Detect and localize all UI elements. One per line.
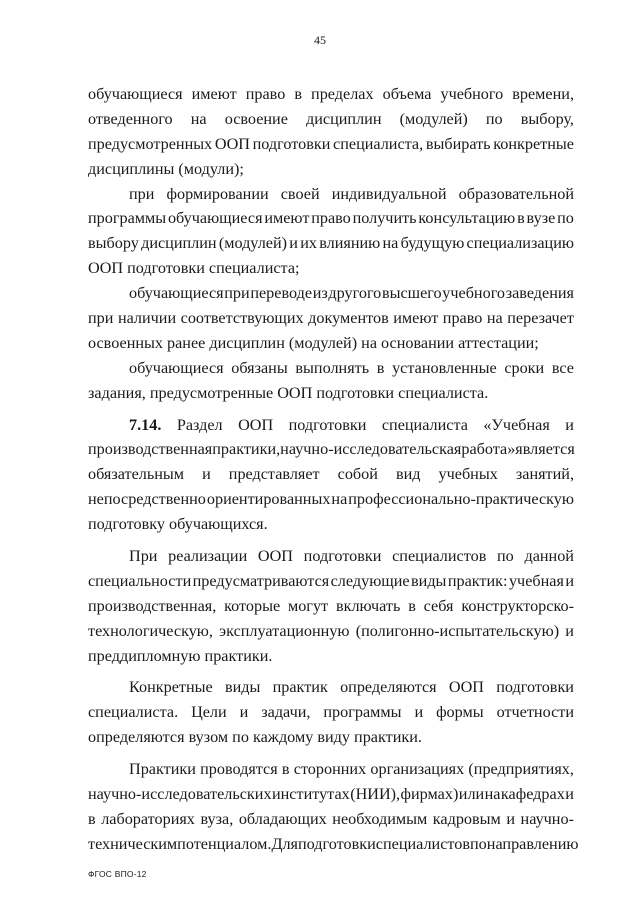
text-word: задачи, [261, 703, 311, 722]
text-word: по [485, 109, 503, 128]
text-word: непосредственно [88, 490, 206, 509]
text-line [88, 206, 574, 231]
text-word: данной [524, 547, 574, 566]
text-word: конструкторско- [461, 596, 574, 615]
text-word: дисциплины (модули); [88, 159, 244, 178]
document-body [88, 82, 579, 857]
text-word: обладающих [238, 809, 327, 828]
text-word: специализацию [466, 234, 574, 253]
text-word: научно- [520, 809, 574, 828]
text-word: выбору [88, 234, 139, 253]
text-word: практики, [212, 440, 281, 459]
text-word: по [470, 834, 487, 853]
text-word: пределах [311, 85, 374, 103]
text-word: времени, [512, 85, 574, 103]
text-word: или [458, 785, 485, 804]
text-word: обучающиеся [129, 284, 224, 303]
text-word: освоение [224, 109, 288, 128]
text-word: соответствующих [180, 309, 304, 328]
text-word: учебного [440, 85, 504, 103]
text-word: могут [287, 596, 329, 615]
text-word: преддипломную практики. [88, 646, 273, 665]
text-word: по [497, 547, 514, 566]
text-word: сторонних [293, 760, 367, 779]
text-line [88, 437, 574, 462]
text-word: (модулей) [218, 234, 288, 253]
text-word: на [484, 785, 501, 804]
text-word: производственная [88, 440, 213, 459]
text-line [88, 281, 574, 306]
text-word: включать [335, 596, 401, 615]
text-line [88, 832, 579, 857]
text-word: при [129, 184, 155, 203]
text-word: из [312, 284, 328, 303]
text-word: и [565, 415, 574, 434]
text-word: на [486, 309, 503, 328]
text-word: вид [395, 465, 421, 484]
text-word: и [565, 785, 574, 804]
text-word: проводятся [200, 760, 278, 779]
text-word: ООП [448, 678, 484, 697]
text-word: установленные [392, 358, 497, 377]
text-word: определяются [340, 678, 437, 697]
text-word: эксплуатационную [219, 621, 350, 640]
text-word: на [190, 109, 207, 128]
text-word: представляет [228, 465, 320, 484]
text-word: которые [224, 596, 281, 615]
text-word: подготовки [496, 678, 574, 697]
text-word: практик: [447, 571, 508, 590]
text-word: (предприятиях, [468, 760, 574, 779]
text-word: выполнять [295, 358, 370, 377]
text-line [88, 725, 574, 750]
text-word: Для [271, 834, 299, 853]
text-word: научно-исследовательских [88, 785, 272, 804]
text-word: кадровым [432, 809, 501, 828]
text-word: собой [337, 465, 378, 484]
page-number: 45 [314, 33, 326, 47]
text-word: право [442, 309, 483, 328]
text-word: учебного [442, 284, 506, 303]
text-word: вуза, [200, 809, 234, 828]
text-word: «Учебная [483, 415, 550, 434]
text-word: сроки [504, 358, 545, 377]
text-word: наличии [117, 309, 177, 328]
text-word: отведенного [88, 109, 173, 128]
document-footer: ФГОС ВПО-12 [88, 869, 147, 879]
text-word: переводе [250, 284, 313, 303]
text-word: Цели [191, 703, 227, 722]
text-word: выбору, [520, 109, 574, 128]
text-word: все [551, 358, 574, 377]
text-word: в [408, 596, 416, 615]
text-word: подготовки [252, 134, 331, 153]
text-word: дисциплин [306, 109, 382, 128]
text-word: и [202, 465, 211, 484]
text-word: своей [280, 184, 320, 203]
text-word: и [506, 809, 515, 828]
text-word: имеют [393, 309, 439, 328]
text-word: организациях [370, 760, 465, 779]
text-word: ООП подготовки специалиста; [88, 259, 300, 278]
text-word: Конкретные [129, 678, 213, 697]
text-word: в [294, 85, 302, 103]
text-word: ООП [214, 134, 250, 153]
text-word: Практики [129, 760, 196, 779]
text-line [88, 757, 574, 782]
text-line [88, 487, 574, 512]
text-word: Раздел [176, 415, 223, 434]
text-line [88, 256, 574, 281]
text-word: подготовки [303, 547, 382, 566]
text-word: предусматриваются [192, 571, 330, 590]
text-word: на [382, 234, 399, 253]
text-word: специалистов [375, 834, 471, 853]
text-word: подготовки [288, 415, 367, 434]
text-word: другого [328, 284, 382, 303]
text-word: по [557, 209, 574, 228]
text-word: научно-исследовательская [280, 440, 462, 459]
text-word: документов [308, 309, 389, 328]
text-word: вузе [526, 209, 556, 228]
text-word: формы [436, 703, 484, 722]
text-word: в [376, 358, 385, 377]
text-word: формировании [166, 184, 269, 203]
text-word: имеют [264, 209, 310, 228]
text-word: учебная [508, 571, 564, 590]
text-word: и [289, 234, 298, 253]
text-word: ООП [238, 415, 274, 434]
text-word: специалистов [392, 547, 487, 566]
text-word: их [300, 234, 317, 253]
text-line [88, 182, 574, 207]
text-word: при [88, 309, 114, 328]
text-word: в [88, 809, 96, 828]
text-line [88, 157, 574, 182]
text-word: объема [382, 85, 432, 103]
text-word: программы [88, 209, 167, 228]
text-word: обучающиеся [129, 358, 224, 377]
text-word: (модулей) [399, 109, 468, 128]
text-word: учебных [438, 465, 498, 484]
text-line [88, 619, 574, 644]
text-word: виды [411, 571, 447, 590]
text-word: дисциплин [141, 234, 217, 253]
text-line [88, 569, 574, 594]
text-word: в [281, 760, 290, 779]
text-word: задания, предусмотренные ООП подготовки специалиста. [88, 383, 489, 402]
text-line [88, 381, 574, 406]
text-word: отчетности [496, 703, 574, 722]
text-word: ООП [257, 547, 293, 566]
text-word: и [565, 571, 574, 590]
text-word: и [239, 703, 249, 722]
text-line [88, 462, 574, 487]
text-word: 7.14. [129, 415, 162, 434]
text-word: индивидуальной [331, 184, 447, 203]
text-word: образовательной [458, 184, 574, 203]
text-word: профессионально-практическую [348, 490, 574, 509]
text-word: конкретные [493, 134, 574, 153]
text-word: техническим [88, 834, 178, 853]
text-line [88, 700, 574, 725]
text-line [88, 82, 574, 107]
text-word: направлению [486, 834, 579, 853]
text-word: себя [423, 596, 454, 615]
text-word: (полигонно-испытательскую) [355, 621, 560, 640]
text-word: получить [352, 209, 417, 228]
text-line [88, 544, 574, 569]
text-word: право [245, 85, 286, 103]
text-word: заведения [505, 284, 574, 303]
text-word: право [311, 209, 351, 228]
text-word: институтах [271, 785, 350, 804]
text-word: при [224, 284, 250, 303]
text-line [88, 231, 574, 256]
text-word: специалиста [381, 415, 468, 434]
text-word: программы [323, 703, 402, 722]
text-word: высшего [381, 284, 442, 303]
text-word: производственная, [88, 596, 217, 615]
text-word: перезачет [507, 309, 574, 328]
text-word: подготовки [298, 834, 376, 853]
text-word: необходимым [332, 809, 428, 828]
text-word: специалиста. [88, 703, 179, 722]
text-word: При [129, 547, 158, 566]
text-word: предусмотренных [88, 134, 213, 153]
text-word: на [331, 490, 348, 509]
text-word: обучающиеся [167, 209, 263, 228]
text-line [88, 675, 574, 700]
text-word: и [565, 621, 574, 640]
text-word: специальности [88, 571, 192, 590]
text-word: лабораториях [101, 809, 195, 828]
text-word: подготовку обучающихся. [88, 515, 268, 534]
text-line [88, 807, 574, 832]
text-word: реализации [168, 547, 248, 566]
text-line [88, 306, 574, 331]
text-word: специалиста, [333, 134, 424, 153]
text-word: практик [272, 678, 328, 697]
text-word: работа» [461, 440, 516, 459]
text-word: занятий, [515, 465, 574, 484]
text-word: потенциалом. [177, 834, 272, 853]
text-line [88, 413, 574, 438]
text-word: освоенных ранее дисциплин (модулей) на основании аттестации; [88, 333, 539, 352]
text-line [88, 132, 574, 157]
text-line [88, 594, 574, 619]
text-word: определяются вузом по каждому виду практики. [88, 728, 422, 747]
text-word: консультацию [418, 209, 516, 228]
text-word: обязаны [231, 358, 288, 377]
text-word: кафедрах [500, 785, 565, 804]
text-line [88, 782, 574, 807]
text-line [88, 644, 574, 669]
text-word: выбирать [425, 134, 491, 153]
text-word: обязательным [88, 465, 185, 484]
text-word: в [517, 209, 525, 228]
text-word: технологическую, [88, 621, 213, 640]
text-word: виды [224, 678, 261, 697]
text-word: влиянию [319, 234, 381, 253]
text-word: будущую [400, 234, 465, 253]
text-word: ориентированных [206, 490, 331, 509]
text-line [88, 512, 574, 537]
text-line [88, 331, 574, 356]
text-word: имеют [191, 85, 237, 103]
text-word: следующие [330, 571, 410, 590]
text-line [88, 356, 574, 381]
text-word: (НИИ), [350, 785, 401, 804]
text-line [88, 107, 574, 132]
text-word: является [515, 440, 575, 459]
text-word: обучающиеся [88, 85, 183, 103]
text-word: и [414, 703, 424, 722]
text-word: фирмах) [400, 785, 459, 804]
